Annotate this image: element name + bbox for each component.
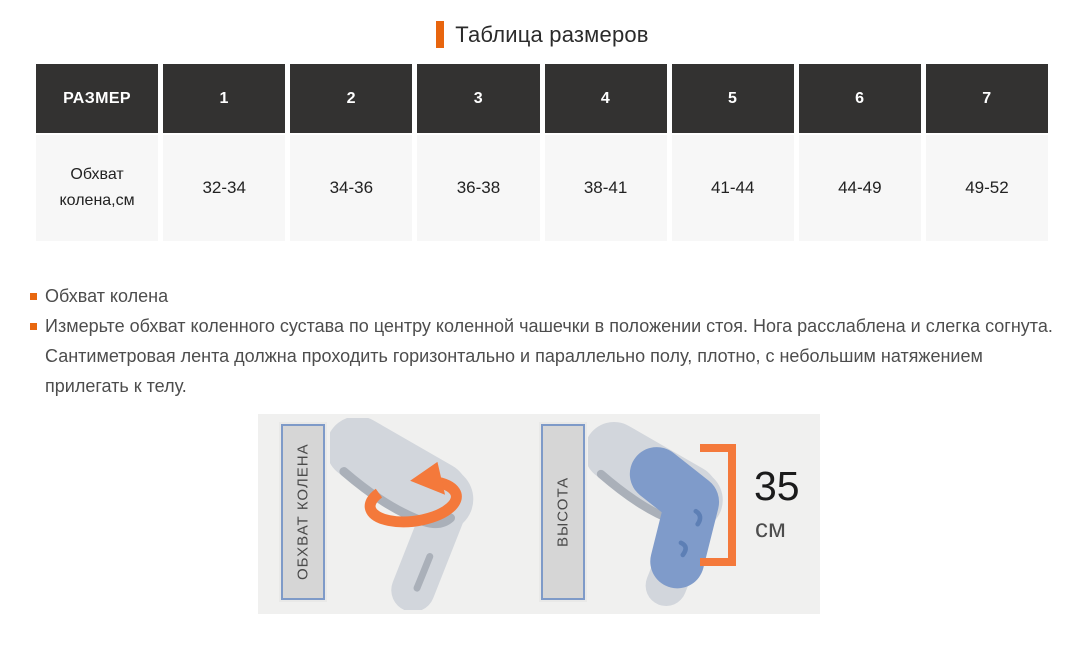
measurement-diagram (258, 414, 820, 614)
size-table-header-size: РАЗМЕР (36, 64, 158, 133)
measurement-notes (30, 281, 1055, 401)
height-bracket-icon (700, 444, 736, 566)
size-table-cell-2: 34-36 (290, 135, 412, 241)
orange-square-bullet-icon (30, 293, 37, 300)
knee-brace-sleeve-icon (657, 474, 700, 561)
title-accent-bar (436, 21, 444, 48)
size-table-header-6: 6 (799, 64, 921, 133)
size-table-header-5: 5 (672, 64, 794, 133)
size-table (36, 64, 1048, 241)
note-body-item (30, 311, 1055, 401)
size-table-cell-7: 49-52 (926, 135, 1048, 241)
height-measurement (754, 463, 800, 543)
note-body: Измерьте обхват коленного сустава по центру коленной чашечки в положении стоя. Нога расслаблена и слегка согнута. Сантиметровая лента должна проходить горизонтально и параллельно полу, плотно, с небольшим натяжением прилегать к телу. (45, 316, 1053, 396)
size-table-header-4: 4 (545, 64, 667, 133)
section-title-row (0, 0, 1085, 48)
size-table-cell-6: 44-49 (799, 135, 921, 241)
size-table-cell-3: 36-38 (417, 135, 539, 241)
size-table-row-label: Обхват колена,см (36, 135, 158, 241)
size-table-header-2: 2 (290, 64, 412, 133)
note-heading: Обхват колена (45, 286, 169, 306)
size-table-cell-5: 41-44 (672, 135, 794, 241)
size-table-cell-1: 32-34 (163, 135, 285, 241)
orange-square-bullet-icon (30, 323, 37, 330)
knee-girth-illustration (330, 418, 498, 610)
page-title: Таблица размеров (455, 21, 649, 47)
size-table-header-3: 3 (417, 64, 539, 133)
size-table-header-1: 1 (163, 64, 285, 133)
height-unit: см (755, 513, 786, 543)
height-value: 35 (754, 463, 800, 509)
size-table-cell-4: 38-41 (545, 135, 667, 241)
note-heading-item (30, 281, 1055, 311)
size-table-header-7: 7 (926, 64, 1048, 133)
height-label: ВЫСОТА (541, 424, 585, 600)
knee-girth-label: ОБХВАТ КОЛЕНА (281, 424, 325, 600)
